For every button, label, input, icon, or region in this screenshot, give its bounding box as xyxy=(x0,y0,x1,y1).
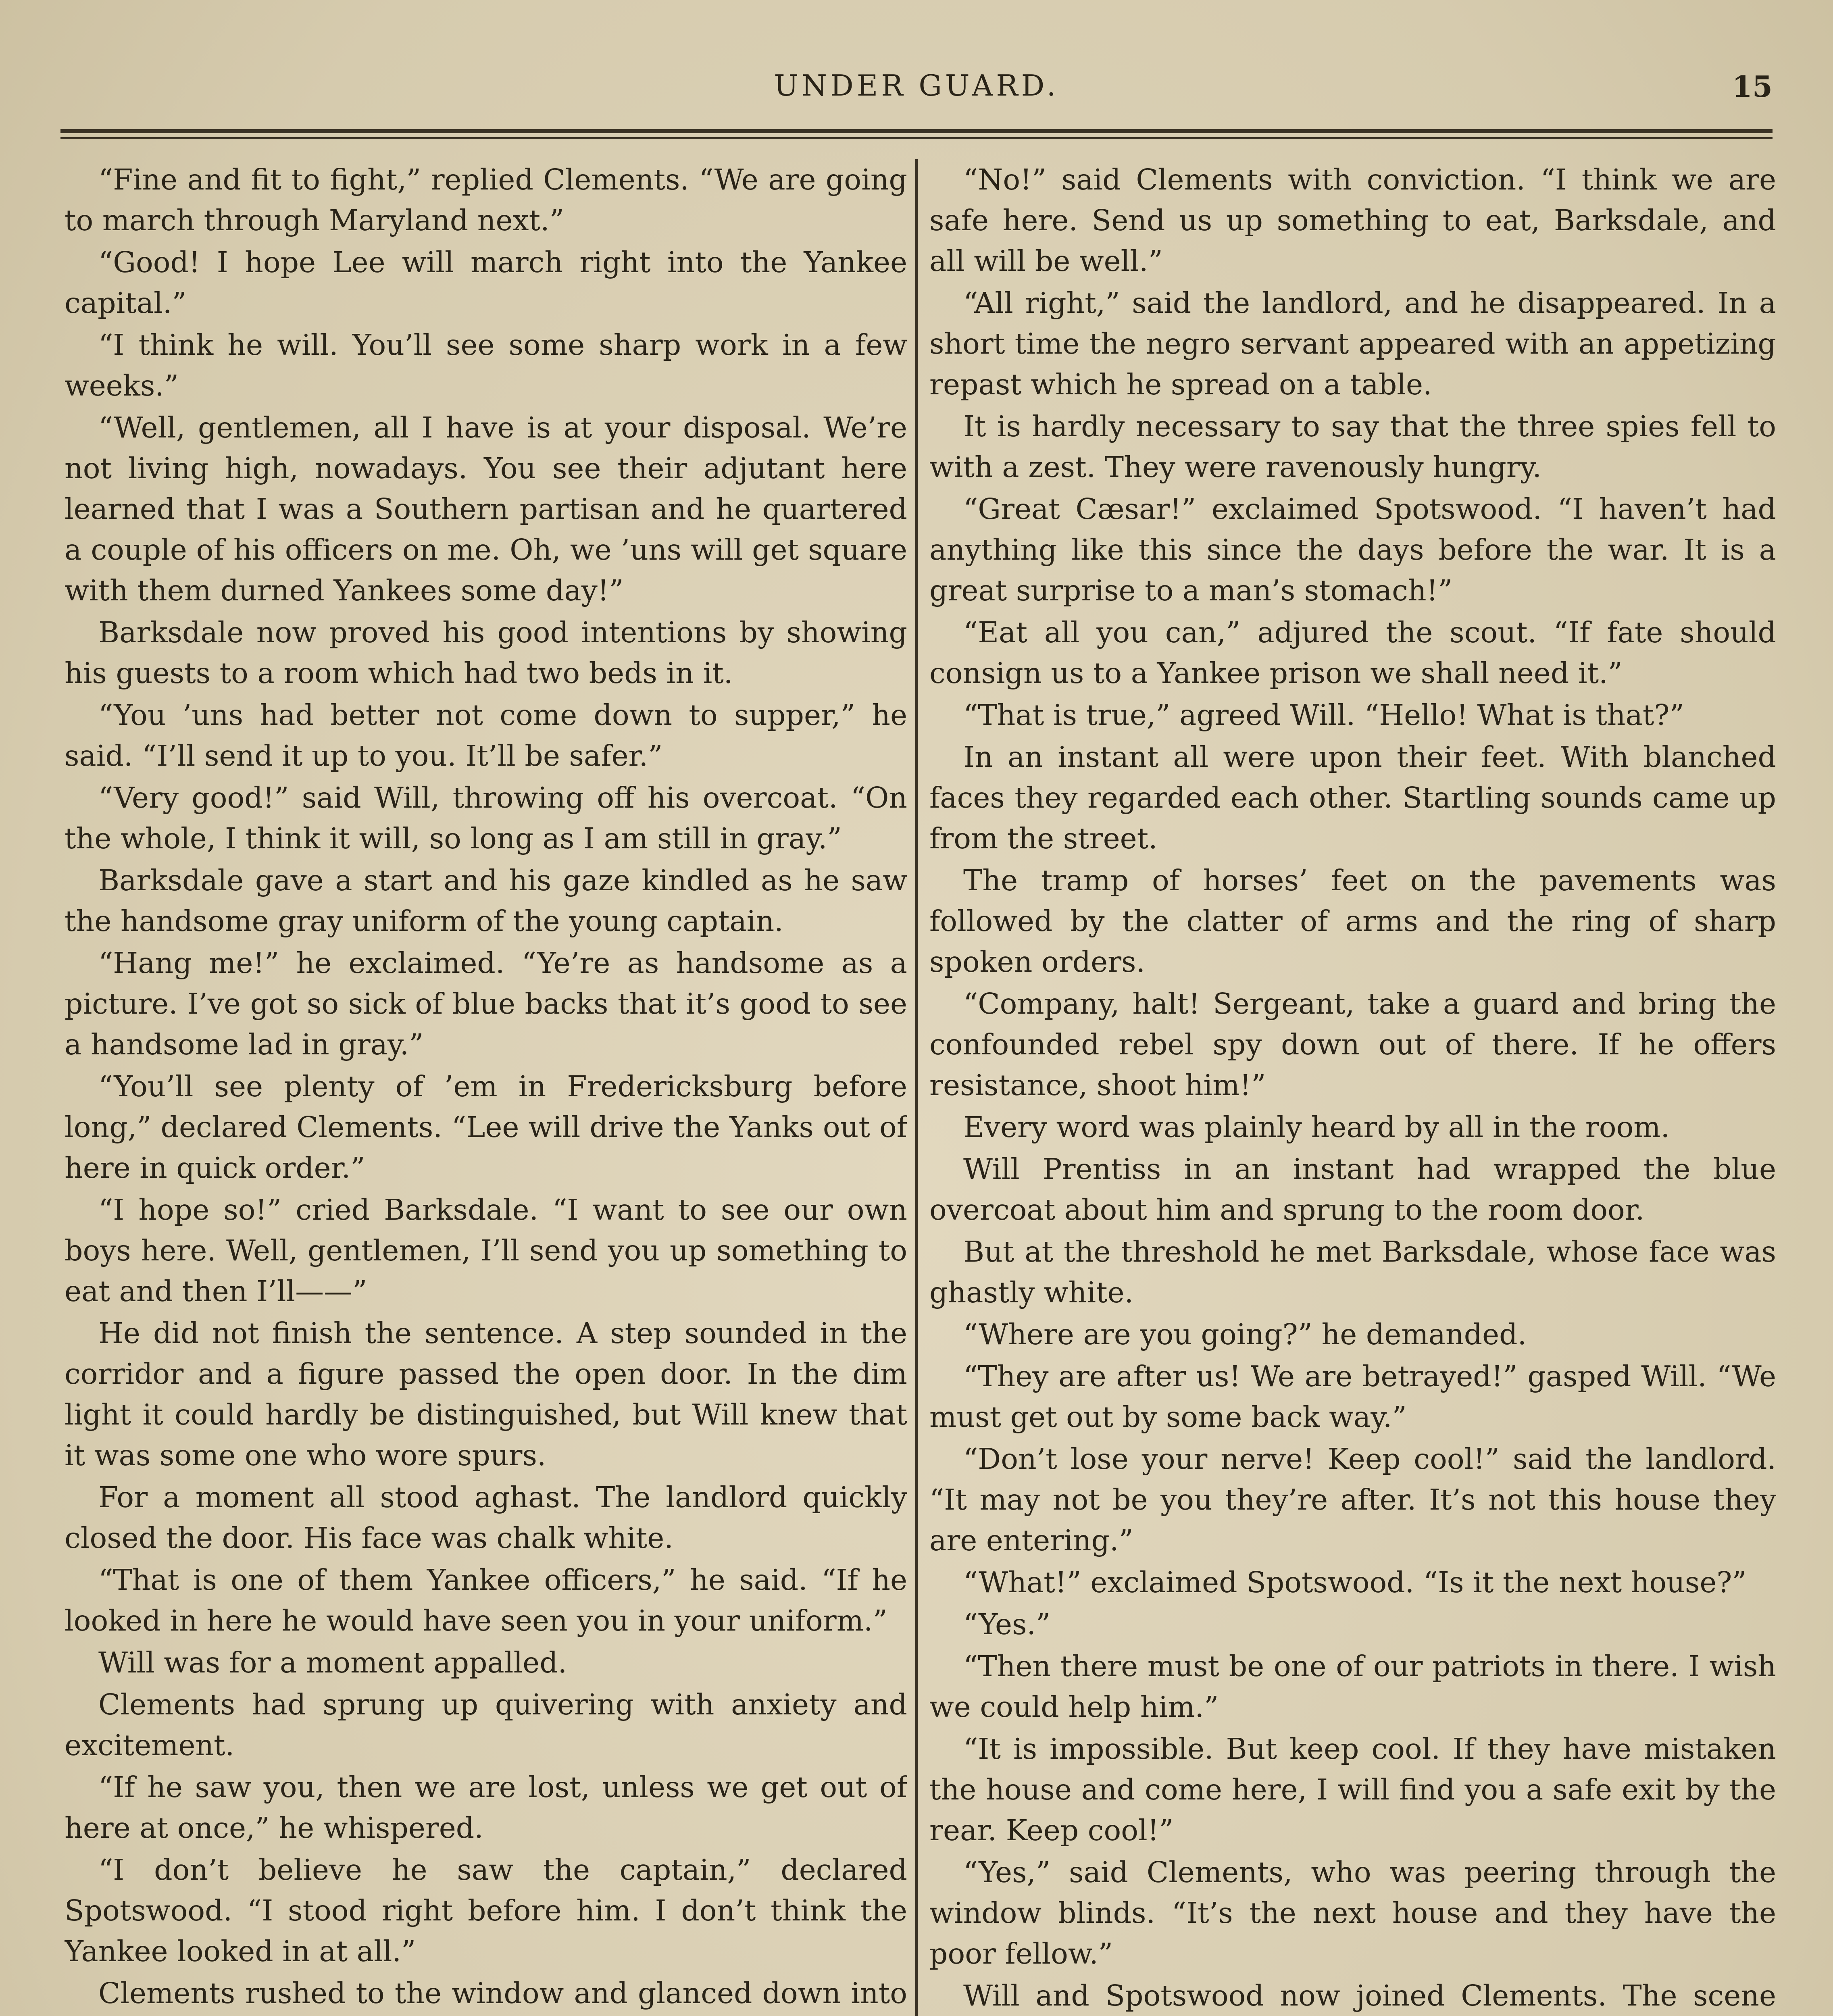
paragraph: “Hang me!” he exclaimed. “Ye’re as handsome as a picture. I’ve got so sick of blue backs that it’s good to see a handsome lad in gray.” xyxy=(65,946,907,1061)
paragraph: Clements rushed to the window and glanced down into xyxy=(98,1976,907,2010)
paragraph: “No!” said Clements with conviction. “I think we are safe here. Send us up something to eat, Barksdale, and all will be well.” xyxy=(929,163,1776,278)
paragraph: “What!” exclaimed Spotswood. “Is it the next house?” xyxy=(963,1566,1747,1599)
paragraph: “You ’uns had better not come down to supper,” he said. “I’ll send it up to you. It’ll be safer.” xyxy=(65,698,907,773)
column-divider xyxy=(915,159,918,2016)
paragraph: “Don’t lose your nerve! Keep cool!” said the landlord. “It may not be you they’re after. It’s not this house they are entering.” xyxy=(929,1442,1776,1557)
paragraph: “Good! I hope Lee will march right into the Yankee capital.” xyxy=(65,246,907,320)
left-text-column xyxy=(65,159,907,2016)
paragraph: Every word was plainly heard by all in the room. xyxy=(963,1110,1670,1144)
paragraph: Will and Spotswood now joined Clements. The scene xyxy=(963,1979,1776,2012)
paragraph: “Fine and fit to fight,” replied Clements. “We are going to march through Maryland next.” xyxy=(65,163,907,237)
paragraph: “Where are you going?” he demanded. xyxy=(963,1318,1527,1351)
paragraph: “I hope so!” cried Barksdale. “I want to see our own boys here. Well, gentlemen, I’ll send you up something to eat and then I’ll——” xyxy=(65,1193,907,1308)
paragraph: “Great Cæsar!” exclaimed Spotswood. “I haven’t had anything like this since the days before the war. It is a great surprise to a man’s stomach!” xyxy=(929,492,1776,607)
paragraph: Barksdale gave a start and his gaze kindled as he saw the handsome gray uniform of the young captain. xyxy=(65,864,907,938)
paragraph: “I think he will. You’ll see some sharp work in a few weeks.” xyxy=(65,328,907,402)
paragraph: “That is true,” agreed Will. “Hello! What is that?” xyxy=(963,698,1684,732)
paragraph: He did not finish the sentence. A step sounded in the corridor and a figure passed the open door. In the dim light it could hardly be distinguished, but Will knew that it was some one who wore spurs. xyxy=(65,1316,907,1472)
paragraph: “Company, halt! Sergeant, take a guard and bring the confounded rebel spy down out of there. If he offers resistance, shoot him!” xyxy=(929,987,1776,1102)
paragraph: “Yes,” said Clements, who was peering through the window blinds. “It’s the next house and they have the poor fellow.” xyxy=(929,1856,1776,1970)
paragraph: “Eat all you can,” adjured the scout. “If fate should consign us to a Yankee prison we shall need it.” xyxy=(929,616,1776,690)
paragraph: In an instant all were upon their feet. With blanched faces they regarded each other. Startling sounds came up from the street. xyxy=(929,740,1776,855)
paragraph: Clements had sprung up quivering with anxiety and excitement. xyxy=(65,1688,907,1762)
paragraph: “If he saw you, then we are lost, unless we get out of here at once,” he whispered. xyxy=(65,1770,907,1845)
paragraph: Will was for a moment appalled. xyxy=(98,1646,567,1679)
paragraph: Will Prentiss in an instant had wrapped the blue overcoat about him and sprung to the room door. xyxy=(929,1152,1776,1227)
paragraph: Barksdale now proved his good intentions by showing his guests to a room which had two beds in it. xyxy=(65,616,907,690)
right-text-column xyxy=(929,159,1776,2016)
paragraph: “Yes.” xyxy=(963,1608,1051,1641)
paragraph: For a moment all stood aghast. The landlord quickly closed the door. His face was chalk white. xyxy=(65,1481,907,1555)
paragraph: “You’ll see plenty of ’em in Fredericksburg before long,” declared Clements. “Lee will drive the Yanks out of here in quick order.” xyxy=(65,1070,907,1185)
page-number: 15 xyxy=(1732,69,1773,104)
header-rule xyxy=(60,129,1773,133)
paragraph: The tramp of horses’ feet on the pavements was followed by the clatter of arms and the ring of sharp spoken orders. xyxy=(929,864,1776,979)
paragraph: “That is one of them Yankee officers,” he said. “If he looked in here he would have seen you in your uniform.” xyxy=(65,1563,907,1637)
paragraph: “Then there must be one of our patriots in there. I wish we could help him.” xyxy=(929,1649,1776,1724)
paragraph: “All right,” said the landlord, and he disappeared. In a short time the negro servant appeared with an appetizing repast which he spread on a table. xyxy=(929,286,1776,401)
paragraph: “They are after us! We are betrayed!” gasped Will. “We must get out by some back way.” xyxy=(929,1360,1776,1434)
paragraph: “It is impossible. But keep cool. If they have mistaken the house and come here, I will find you a safe exit by the rear. Keep cool!” xyxy=(929,1732,1776,1847)
paragraph: It is hardly necessary to say that the three spies fell to with a zest. They were ravenously hungry. xyxy=(929,410,1776,484)
paragraph: “Very good!” said Will, throwing off his overcoat. “On the whole, I think it will, so long as I am still in gray.” xyxy=(65,781,907,855)
running-header-title: UNDER GUARD. xyxy=(774,69,1059,102)
paragraph: “Well, gentlemen, all I have is at your disposal. We’re not living high, nowadays. You see their adjutant here learned that I was a Southern partisan and he quartered a couple of his officers on me. Oh, we ’uns will get square with them durned Yankees some day!” xyxy=(65,411,907,607)
header-rule-thin xyxy=(60,137,1773,139)
paragraph: But at the threshold he met Barksdale, whose face was ghastly white. xyxy=(929,1235,1776,1309)
paragraph: “I don’t believe he saw the captain,” declared Spotswood. “I stood right before him. I don’t think the Yankee looked in at all.” xyxy=(65,1853,907,1968)
